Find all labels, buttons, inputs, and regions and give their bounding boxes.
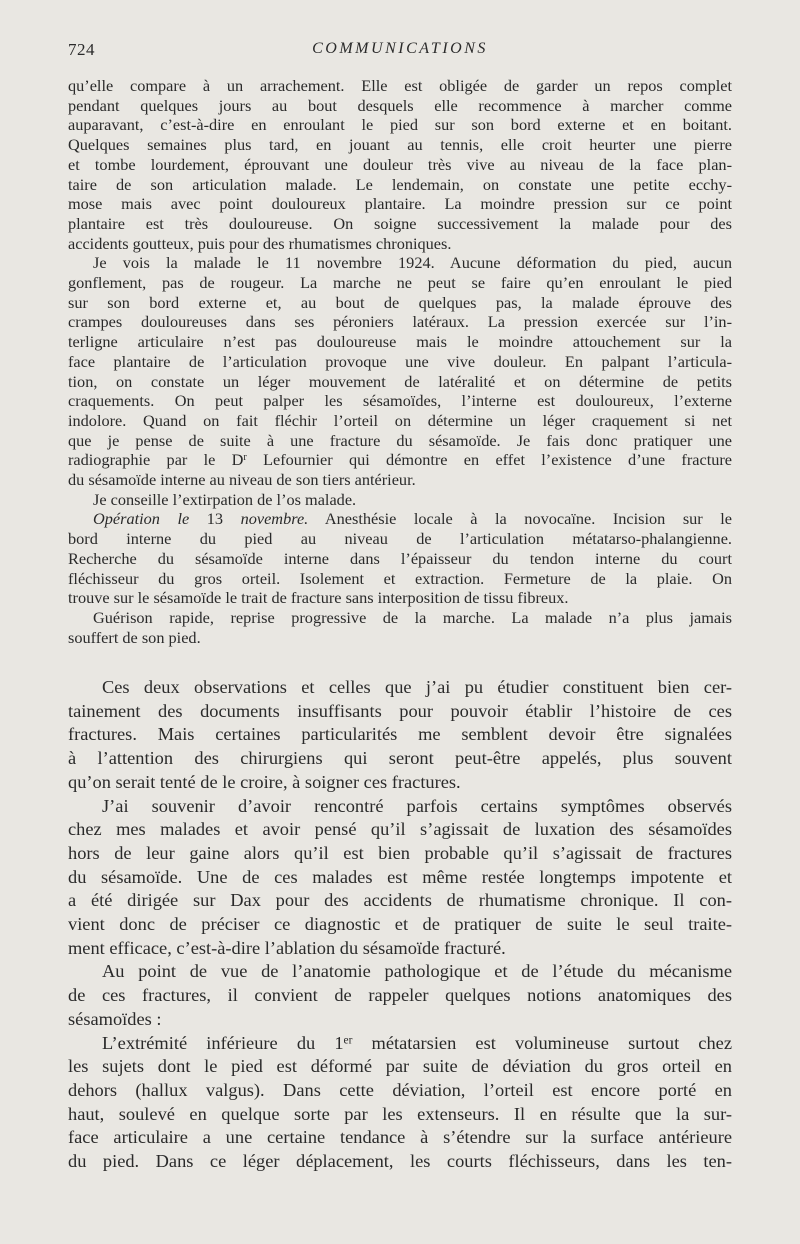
text-line: pendant quelques jours au bout desquels elle recommence à marcher comme xyxy=(68,95,732,115)
text-line: qu’elle compare à un arrachement. Elle est obligée de garder un repos complet xyxy=(68,76,732,95)
text-line: Je conseille l’extirpation de l’os malade. xyxy=(93,489,357,509)
page-number: 724 xyxy=(68,40,95,59)
text-line: plantaire est très douloureuse. On soigne successivement la malade pour des xyxy=(68,213,732,233)
text-span: Lefournier qui démontre en effet l’existence d’une fracture xyxy=(246,450,733,470)
text-line: accidents goutteux, puis pour des rhumatismes chroniques. xyxy=(68,233,452,253)
text-line: face plantaire de l’articulation provoque une vive douleur. En palpant l’articula- xyxy=(68,351,732,371)
text-line: Ces deux observations et celles que j’ai pu étudier constituent bien cer- xyxy=(102,677,732,697)
text-line: vient donc de préciser ce diagnostic et de pratiquer de suite le seul traite- xyxy=(68,914,732,935)
observation-text xyxy=(68,76,732,647)
text-line: du pied. Dans ce léger déplacement, les courts fléchisseurs, dans les ten- xyxy=(68,1151,732,1172)
text-line: J’ai souvenir d’avoir rencontré parfois certains symptômes observés xyxy=(102,795,732,816)
text-line: gonflement, pas de rougeur. La marche ne peut se faire qu’en enroulant le pied xyxy=(68,273,732,293)
text-span: métatarsien est volumineuse surtout chez xyxy=(352,1032,732,1053)
text-line: hors de leur gaine alors qu’il est bien probable qu’il s’agissait de fractures xyxy=(68,842,732,863)
text-line: indolore. Quand on fait fléchir l’orteil on détermine un léger craquement si net xyxy=(68,410,732,430)
text-span: L’extrémité inférieure du 1 xyxy=(102,1032,344,1053)
text-span: Anesthésie locale à la novocaïne. Incision sur le xyxy=(308,509,732,529)
text-line: tion, on constate un léger mouvement de latéralité et on détermine de petits xyxy=(68,371,732,391)
text-line: taire de son articulation malade. Le lendemain, on constate une petite ecchy- xyxy=(68,174,732,194)
text-line: dehors (hallux valgus). Dans cette déviation, l’orteil est encore porté en xyxy=(68,1079,732,1100)
text-line: sésamoïdes : xyxy=(68,1008,162,1029)
text-line: a été dirigée sur Dax pour des accidents de rhumatisme chronique. Il con- xyxy=(68,890,732,911)
italic-span: Opération le xyxy=(93,509,190,529)
text-line: que je pense de suite à une fracture du sésamoïde. Je fais donc pratiquer une xyxy=(68,430,732,450)
italic-span: novembre. xyxy=(240,509,309,529)
text-line: du sésamoïde. Une de ces malades est même restée longtemps impotente et xyxy=(68,866,732,887)
running-title: COMMUNICATIONS xyxy=(312,40,488,57)
text-line xyxy=(68,509,732,529)
text-line: tainement des documents insuffisants pour pouvoir établir l’histoire de ces xyxy=(68,700,732,721)
text-line: haut, soulevé en quelque sorte par les extenseurs. Il en résulte que la sur- xyxy=(68,1103,732,1124)
text-line: sur son bord externe et, au bout de quelques pas, la malade éprouve des xyxy=(68,292,732,312)
text-line: Je vois la malade le 11 novembre 1924. Aucune déformation du pied, aucun xyxy=(93,253,732,273)
text-line: auparavant, c’est-à-dire en enroulant le pied sur son bord externe et en boitant. xyxy=(68,115,732,135)
text-line: de ces fractures, il convient de rappeler quelques notions anatomiques des xyxy=(68,985,732,1006)
text-line: chez mes malades et avoir pensé qu’il s’agissait de luxation des sésamoïdes xyxy=(68,819,732,840)
text-line: du sésamoïde interne au niveau de son tiers antérieur. xyxy=(68,470,416,490)
text-line: craquements. On peut palper les sésamoïdes, l’interne est douloureux, l’externe xyxy=(68,391,732,411)
text-line: ment efficace, c’est-à-dire l’ablation du sésamoïde fracturé. xyxy=(68,937,506,958)
text-line: face articulaire a une certaine tendance à s’étendre sur la surface antérieure xyxy=(68,1127,732,1148)
text-line: crampes douloureuses dans ses péroniers latéraux. La pression exercée sur l’in- xyxy=(68,312,732,332)
text-line: qu’on serait tenté de le croire, à soigner ces fractures. xyxy=(68,771,461,792)
text-line: Guérison rapide, reprise progressive de la marche. La malade n’a plus jamais xyxy=(93,607,732,627)
text-line: fractures. Mais certaines particularités me semblent devoir être signalées xyxy=(68,724,732,745)
discussion-text xyxy=(68,676,732,1174)
superscript: r xyxy=(243,452,247,464)
text-line: terligne articulaire n’est pas douloureuse mais le moindre attouchement sur la xyxy=(68,332,732,352)
text-line: mose mais avec point douloureux plantaire. La moindre pression sur ce point xyxy=(68,194,732,214)
text-line xyxy=(68,450,732,470)
superscript: er xyxy=(343,1033,353,1046)
text-line: les sujets dont le pied est déformé par suite de déviation du gros orteil en xyxy=(68,1056,732,1077)
text-span: radiographie par le D xyxy=(68,450,244,470)
text-line: et tombe lourdement, éprouvant une douleur très vive au niveau de la face plan- xyxy=(68,154,732,174)
page-header xyxy=(68,40,732,62)
text-line: Quelques semaines plus tard, en jouant au tennis, elle croit heurter une pierre xyxy=(68,135,732,155)
text-line: Au point de vue de l’anatomie pathologique et de l’étude du mécanisme xyxy=(102,961,732,982)
text-line: fléchisseur du gros orteil. Isolement et extraction. Fermeture de la plaie. On xyxy=(68,568,732,588)
text-line: Recherche du sésamoïde interne dans l’épaisseur du tendon interne du court xyxy=(68,548,732,568)
text-line: à l’attention des chirurgiens qui seront peut-être appelés, plus souvent xyxy=(68,748,732,769)
text-line xyxy=(68,1032,732,1056)
text-line: bord interne du pied au niveau de l’articulation métatarso-phalangienne. xyxy=(68,529,732,549)
text-span: 13 xyxy=(189,509,241,529)
text-line: souffert de son pied. xyxy=(68,627,201,647)
text-line: trouve sur le sésamoïde le trait de fracture sans interposition de tissu fibreux. xyxy=(68,588,569,608)
